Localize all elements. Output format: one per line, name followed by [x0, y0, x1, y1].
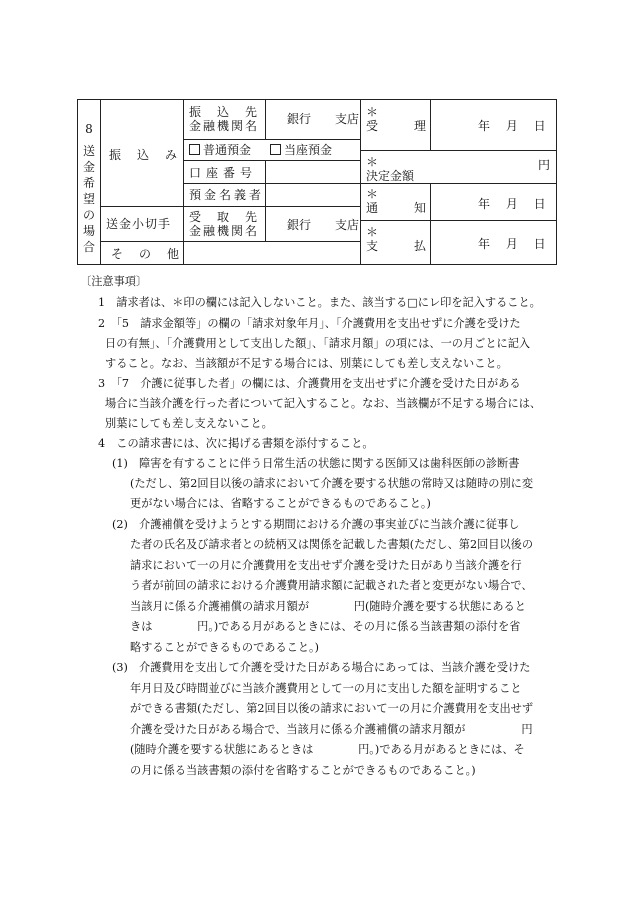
meigi-label: 預金名義者	[189, 188, 265, 202]
note-line: 日の有無」、「介護費用として支出した額」、「請求月額」の項には、一の月ごとに記入	[105, 337, 531, 350]
kouza-bangou-label: 口座番号	[189, 166, 258, 180]
checkbox[interactable]	[270, 144, 281, 155]
furikomi-label: 振 込 み	[109, 148, 180, 162]
note-line: 2 「5 請求金額等」の欄の「請求対象年月」、「介護費用を支出せずに介護を受けた	[98, 317, 521, 330]
note-line: 介護を受けた日がある場合で、当該月に係る介護補償の請求月額が 円	[130, 723, 533, 736]
furikomi-saki-label: 振 込 先	[189, 105, 260, 119]
note-line: 1 請求者は、＊印の欄には記入しないこと。また、該当する□にレ印を記入すること。	[98, 296, 541, 309]
account-type-futsuu[interactable]	[189, 143, 251, 157]
bank-branch-label-2: 銀行 支店	[287, 218, 360, 232]
notes-heading: 〔注意事項〕	[80, 275, 148, 288]
kettei-unit: 円	[538, 158, 551, 172]
note-line: すること。なお、当該額が不足する場合には、別葉にしても差し支えないこと。	[105, 357, 508, 370]
note-line: (ただし、第2回目以後の請求において介護を要する状態の常時又は随時の別に変	[130, 477, 534, 490]
note-line: (随時介護を要する状態にあるときは 円。)である月があるときには、そ	[130, 743, 525, 756]
shiharai-label: ＊ 支 払	[366, 225, 427, 253]
note-line: 略することができるものであること。)	[130, 641, 319, 654]
section-title	[81, 143, 97, 255]
account-type-touza[interactable]	[270, 143, 332, 157]
note-line: 請求において一の月に介護費用を支出せず介護を受けた日があり当該介護を行	[130, 559, 522, 572]
section-title-char: の	[82, 208, 95, 222]
section-title-char: 望	[82, 192, 95, 206]
note-line: 年月日及び時間並びに当該介護費用として一の月に支出した額を証明すること	[130, 682, 522, 695]
kinyuu-kikan-label: 金融機関名	[189, 119, 260, 133]
section-title-char: 送	[82, 144, 95, 158]
note-line: ができる書類(ただし、第2回目以後の請求において一の月に介護費用を支出せず	[130, 702, 534, 715]
note-line: きは 円。)である月があるときには、その月に係る当該書類の添付を省	[130, 620, 521, 633]
note-line: (1) 障害を有することに伴う日常生活の状態に関する医師又は歯科医師の診断書	[112, 457, 520, 470]
note-line: (3) 介護費用を支出して介護を受けた日がある場合にあっては、当該介護を受けた	[112, 661, 531, 674]
note-line: (2) 介護補償を受けようとする期間における介護の事実並びに当該介護に従事し	[112, 518, 520, 531]
section-number: 8	[85, 122, 93, 136]
bank-branch-label: 銀行 支店	[287, 112, 360, 126]
note-line: 3 「7 介護に従事した者」の欄には、介護費用を支出せずに介護を受けた日がある	[98, 377, 521, 390]
note-line: 場合に当該介護を行った者について記入すること。なお、当該欄が不足する場合には、	[105, 397, 542, 410]
tsuchi-date: 年 月 日	[478, 197, 546, 211]
section-title-char: 金	[82, 160, 95, 174]
shiharai-date: 年 月 日	[478, 237, 546, 251]
juri-label: ＊ 受 理	[366, 105, 427, 133]
note-line: う者が前回の請求における介護費用請求額に記載された者と変更がない場合で、	[130, 579, 533, 592]
note-line: 当該月に係る介護補償の請求月額が 円(随時介護を要する状態にあると	[130, 600, 526, 613]
section-title-char: 合	[82, 240, 95, 254]
note-line: 更がない場合には、省略することができるものであること。)	[130, 497, 431, 510]
tsuchi-label: ＊ 通 知	[366, 187, 427, 215]
section-title-char: 場	[82, 224, 95, 238]
kinyuu-kikan-label-2: 金融機関名	[189, 224, 260, 238]
note-line: 4 この請求書には、次に掲げる書類を添付すること。	[98, 437, 374, 450]
uketori-saki-label: 受 取 先	[189, 210, 260, 224]
sonota-label: そ の 他	[111, 247, 182, 261]
soukin-kogitte-label: 送金小切手	[106, 217, 172, 231]
note-line: 別葉にしても差し支えないこと。	[105, 417, 273, 430]
kettei-label: ＊ 決定金額	[366, 155, 415, 183]
futsuu-label: 普通預金	[203, 143, 252, 157]
note-line: の月に係る当該書類の添付を省略することができるものであること。)	[130, 764, 476, 777]
juri-date: 年 月 日	[478, 119, 546, 133]
note-line: た者の氏名及び請求者との続柄又は関係を記載した書類(ただし、第2回目以後の	[130, 538, 534, 551]
section-title-char: 希	[82, 176, 95, 190]
touza-label: 当座預金	[284, 143, 333, 157]
checkbox[interactable]	[189, 144, 200, 155]
